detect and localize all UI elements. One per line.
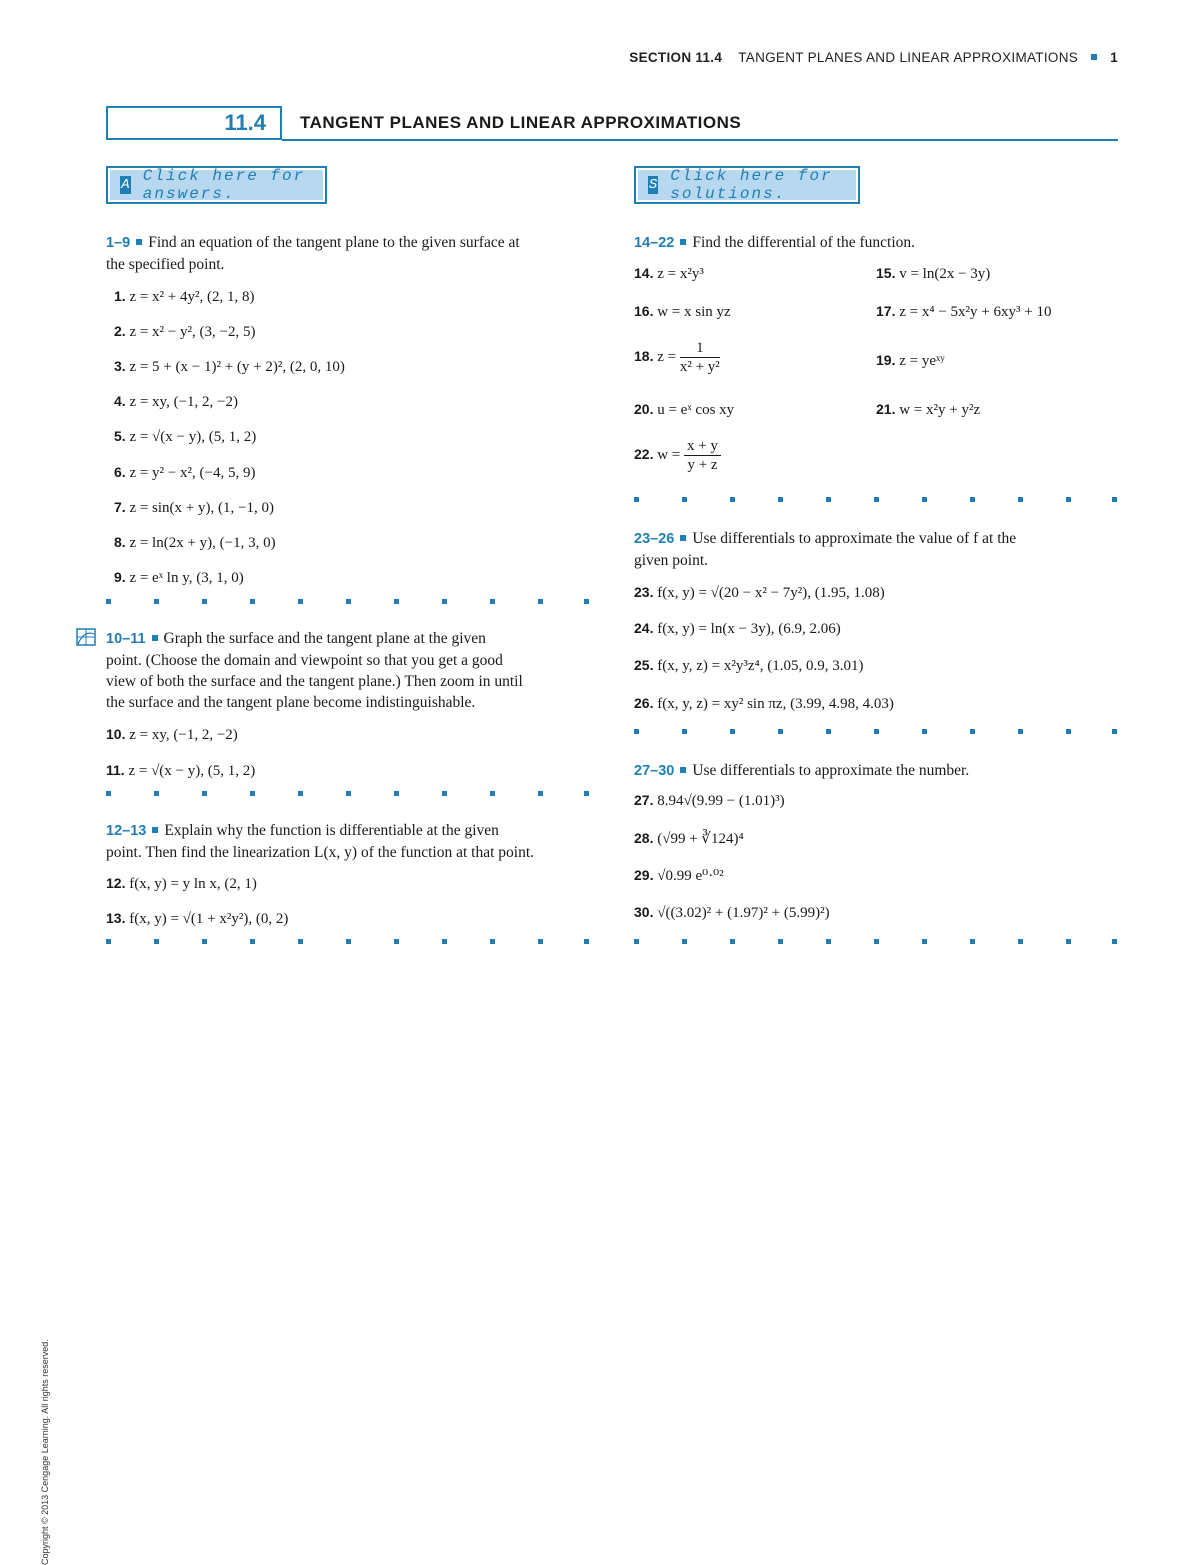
- instruction-14-22: [634, 232, 1118, 254]
- exercise-item: [634, 828, 744, 849]
- bullet-icon: [1091, 54, 1097, 60]
- exercise-item: [634, 582, 885, 603]
- instruction-1-9: [106, 232, 596, 275]
- solutions-link-button[interactable]: [634, 166, 860, 204]
- copyright-notice: Copyright © 2013 Cengage Learning. All rights reserved.: [40, 1339, 50, 1565]
- fraction-numerator: x + y: [684, 437, 721, 456]
- range-label: 27–30: [634, 763, 675, 779]
- exercise-number: 18.: [634, 347, 654, 364]
- exercise-equation: z = x⁴ − 5x²y + 6xy³ + 10: [899, 304, 1052, 320]
- exercise-equation: z =: [657, 348, 677, 365]
- exercise-number: 13.: [106, 910, 126, 926]
- exercise-equation: z = sin(x + y), (1, −1, 0): [129, 500, 274, 516]
- exercise-item: [634, 865, 724, 886]
- instruction-text: Graph the surface and the tangent plane at the given: [163, 630, 486, 647]
- exercise-number: 2.: [114, 323, 126, 339]
- exercise-equation: f(x, y, z) = x²y³z⁴, (1.05, 0.9, 3.01): [657, 658, 864, 674]
- exercise-number: 12.: [106, 875, 126, 891]
- instruction-text: Use differentials to approximate the value of f at the: [692, 530, 1017, 547]
- exercise-number: 14.: [634, 265, 654, 281]
- exercise-number: 15.: [876, 265, 896, 281]
- exercise-number: 9.: [114, 569, 126, 585]
- exercise-equation: f(x, y) = √(1 + x²y²), (0, 2): [129, 911, 289, 927]
- instruction-27-30: [634, 760, 1118, 782]
- exercise-item: [634, 693, 894, 714]
- range-label: 23–26: [634, 531, 675, 547]
- exercise-number: 24.: [634, 620, 654, 636]
- exercise-equation: z = √(x − y), (5, 1, 2): [129, 429, 257, 445]
- fraction-denominator: x² + y²: [679, 359, 720, 375]
- exercise-number: 6.: [114, 464, 126, 480]
- section-number-box: 11.4: [106, 106, 282, 140]
- exercise-number: 16.: [634, 303, 654, 319]
- exercise-number: 4.: [114, 393, 126, 409]
- dot-separator: [106, 599, 590, 605]
- exercise-equation: w = x sin yz: [657, 304, 731, 320]
- exercise-equation: 8.94√(9.99 − (1.01)³): [657, 793, 785, 809]
- dot-separator: [634, 497, 1118, 503]
- instruction-text: point. (Choose the domain and viewpoint so that you get a good: [106, 652, 503, 669]
- exercise-equation: z = y² − x², (−4, 5, 9): [129, 465, 256, 481]
- exercise-equation: √0.99 e⁰·⁰²: [657, 868, 724, 884]
- exercise-number: 21.: [876, 401, 896, 417]
- answers-letter-icon: A: [121, 177, 130, 193]
- exercise-number: 22.: [634, 445, 654, 462]
- running-head-title: TANGENT PLANES AND LINEAR APPROXIMATIONS: [738, 50, 1079, 65]
- exercise-number: 25.: [634, 657, 654, 673]
- exercise-number: 11.: [106, 762, 125, 778]
- exercise-equation: √((3.02)² + (1.97)² + (5.99)²): [657, 905, 830, 921]
- range-label: 1–9: [106, 235, 131, 251]
- exercise-number: 27.: [634, 792, 654, 808]
- bullet-icon: [136, 239, 142, 245]
- exercise-item: [106, 724, 238, 745]
- exercise-item: [114, 356, 345, 377]
- exercise-equation: z = 5 + (x − 1)² + (y + 2)², (2, 0, 10): [129, 359, 345, 375]
- dot-separator: [106, 791, 590, 797]
- solutions-letter-icon: S: [648, 177, 658, 193]
- exercise-equation: (√99 + ∛124)⁴: [657, 831, 744, 847]
- instruction-text: Use differentials to approximate the number.: [692, 762, 970, 779]
- instruction-text: view of both the surface and the tangent plane.) Then zoom in until: [106, 673, 523, 690]
- exercise-item: [114, 462, 255, 483]
- exercise-equation: z = x² + 4y², (2, 1, 8): [129, 289, 255, 305]
- solutions-link-label: Click here for solutions.: [670, 167, 833, 203]
- answers-link-button[interactable]: [106, 166, 327, 204]
- instruction-text: given point.: [634, 552, 709, 569]
- exercise-item: [106, 760, 255, 781]
- instruction-10-11: [106, 628, 596, 713]
- exercise-equation: z = x²y³: [657, 266, 704, 282]
- answers-link-label: Click here for answers.: [142, 167, 306, 203]
- range-label: 14–22: [634, 235, 675, 251]
- exercise-item: [876, 399, 980, 420]
- exercise-equation: z = x² − y², (3, −2, 5): [129, 324, 256, 340]
- dot-separator: [634, 939, 1118, 945]
- instruction-text: Find the differential of the function.: [692, 234, 916, 251]
- exercise-equation: z = yeˣʸ: [899, 353, 945, 369]
- exercise-number: 1.: [114, 288, 126, 304]
- exercise-item: [634, 902, 830, 923]
- exercise-number: 28.: [634, 830, 654, 846]
- exercise-item: [634, 437, 721, 474]
- bullet-icon: [680, 239, 686, 245]
- exercise-equation: f(x, y) = √(20 − x² − 7y²), (1.95, 1.08): [657, 585, 885, 601]
- exercise-equation: z = xy, (−1, 2, −2): [129, 394, 238, 410]
- exercise-number: 23.: [634, 584, 654, 600]
- fraction: [684, 437, 721, 474]
- dot-separator: [106, 939, 590, 945]
- bullet-icon: [680, 535, 686, 541]
- exercise-item: [634, 263, 704, 284]
- fraction: [680, 339, 720, 376]
- exercise-number: 29.: [634, 867, 654, 883]
- bullet-icon: [680, 767, 686, 773]
- exercise-item: [634, 399, 734, 420]
- instruction-text: Find an equation of the tangent plane to the given surface at: [148, 234, 520, 251]
- exercise-number: 3.: [114, 358, 126, 374]
- exercise-item: [114, 426, 256, 447]
- bullet-icon: [152, 827, 158, 833]
- exercise-item: [634, 618, 841, 639]
- instruction-text: Explain why the function is differentiable at the given: [164, 822, 499, 839]
- exercise-equation: w = x²y + y²z: [899, 402, 981, 418]
- exercise-item: [114, 497, 274, 518]
- title-rule: [282, 139, 1118, 141]
- exercise-equation: v = ln(2x − 3y): [899, 266, 991, 282]
- exercise-equation: z = ln(2x + y), (−1, 3, 0): [129, 535, 276, 551]
- exercise-number: 30.: [634, 904, 654, 920]
- exercise-number: 7.: [114, 499, 126, 515]
- exercise-item: [106, 908, 288, 929]
- exercise-equation: w =: [657, 446, 681, 463]
- exercise-item: [106, 873, 257, 894]
- exercise-item: [634, 301, 731, 322]
- instruction-text: the surface and the tangent plane become indistinguishable.: [106, 694, 476, 711]
- exercise-item: [876, 263, 990, 284]
- range-label: 10–11: [106, 631, 146, 647]
- exercise-item: [876, 301, 1051, 322]
- exercise-number: 10.: [106, 726, 126, 742]
- exercise-equation: f(x, y) = y ln x, (2, 1): [129, 876, 257, 892]
- exercise-equation: f(x, y, z) = xy² sin πz, (3.99, 4.98, 4.03): [657, 696, 894, 712]
- exercise-number: 19.: [876, 352, 896, 368]
- running-head-section: SECTION 11.4: [629, 50, 723, 65]
- instruction-23-26: [634, 528, 1118, 571]
- exercise-equation: u = eˣ cos xy: [657, 402, 735, 418]
- dot-separator: [634, 729, 1118, 735]
- instruction-12-13: [106, 820, 596, 863]
- fraction-numerator: 1: [680, 339, 720, 358]
- exercise-item: [634, 790, 785, 811]
- section-title: TANGENT PLANES AND LINEAR APPROXIMATIONS: [300, 113, 742, 132]
- exercise-item: [876, 350, 945, 371]
- exercise-number: 26.: [634, 695, 654, 711]
- instruction-text: point. Then find the linearization L(x, y) of the function at that point.: [106, 844, 535, 861]
- fraction-denominator: y + z: [687, 457, 718, 473]
- exercise-item: [114, 532, 276, 553]
- instruction-text: the specified point.: [106, 256, 225, 273]
- bullet-icon: [152, 635, 158, 641]
- exercise-number: 5.: [114, 428, 126, 444]
- exercise-item: [634, 655, 863, 676]
- exercise-number: 20.: [634, 401, 654, 417]
- exercise-item: [634, 339, 720, 376]
- exercise-equation: z = eˣ ln y, (3, 1, 0): [129, 570, 244, 586]
- exercise-equation: f(x, y) = ln(x − 3y), (6.9, 2.06): [657, 621, 841, 637]
- range-label: 12–13: [106, 823, 147, 839]
- exercise-equation: z = xy, (−1, 2, −2): [129, 727, 238, 743]
- exercise-item: [114, 567, 244, 588]
- exercise-item: [114, 391, 238, 412]
- exercise-number: 17.: [876, 303, 896, 319]
- exercise-item: [114, 286, 255, 307]
- exercise-number: 8.: [114, 534, 126, 550]
- running-head: [540, 50, 1118, 65]
- page-number: 1: [1110, 50, 1118, 65]
- exercise-item: [114, 321, 255, 342]
- exercise-equation: z = √(x − y), (5, 1, 2): [128, 763, 256, 779]
- graphing-calculator-icon: [76, 628, 96, 646]
